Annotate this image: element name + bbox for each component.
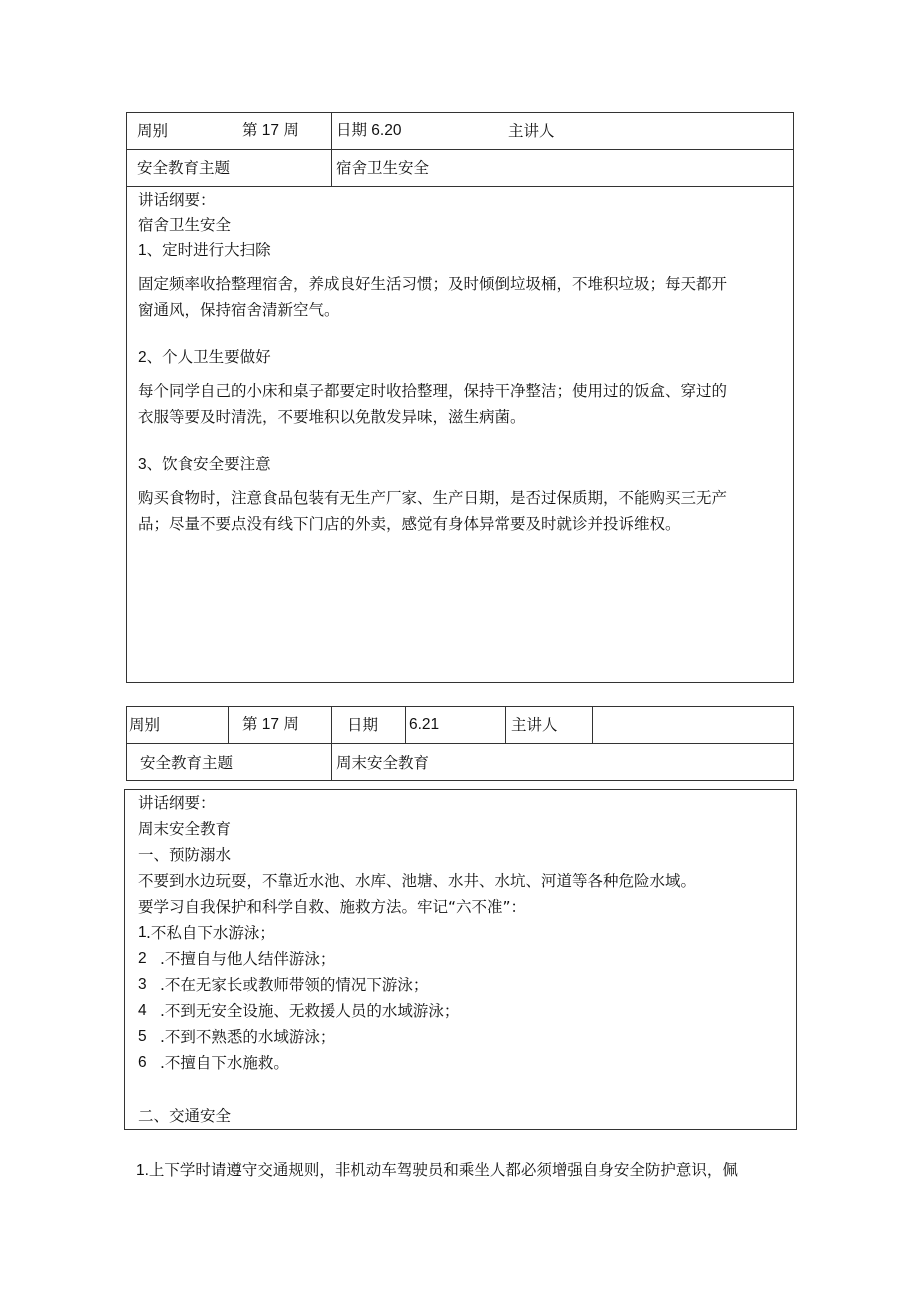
rule-text: .不在无家长或教师带领的情况下游泳； <box>160 976 429 994</box>
rule-number: 4 <box>138 1002 147 1019</box>
table2-col-divider-1 <box>228 706 229 743</box>
rule-number: 3 <box>138 976 147 993</box>
rule-text: .不到不熟悉的水域游泳； <box>160 1028 336 1046</box>
table2-part2-heading: 二、交通安全 <box>138 1107 232 1125</box>
table2-date-label: 日期 <box>347 716 379 734</box>
rule-text: .不私自下水游泳； <box>146 924 275 942</box>
table1-outline-title: 宿舍卫生安全 <box>138 216 232 234</box>
table1-outline-label: 讲话纲要： <box>138 191 216 209</box>
table2-col-divider-3 <box>405 706 406 743</box>
table2-speaker-label: 主讲人 <box>511 716 558 734</box>
table2-week-value: 第 17 周 <box>242 716 299 733</box>
table1-date-label: 日期 6.20 <box>336 122 402 139</box>
table1-row-divider-1 <box>126 149 794 150</box>
table1-section2-heading: 2、个人卫生要做好 <box>138 349 271 366</box>
table2-col-divider-4 <box>505 706 506 743</box>
table1-section1-heading: 1、定时进行大扫除 <box>138 242 271 259</box>
trailing-paragraph: 1.上下学时请遵守交通规则，非机动车驾驶员和乘坐人都必须增强自身安全防护意识，佩 <box>136 1162 738 1179</box>
table2-date-value: 6.21 <box>409 716 440 733</box>
table1-topic-label: 安全教育主题 <box>137 159 231 177</box>
table1-section3-heading: 3、饮食安全要注意 <box>138 456 271 473</box>
table2-week-label: 周别 <box>129 716 161 734</box>
table2-part1-heading: 一、预防溺水 <box>138 846 232 864</box>
table2-topic-label: 安全教育主题 <box>140 754 234 772</box>
table2-topic-value: 周末安全教育 <box>336 754 430 772</box>
table2-part1-line2: 要学习自我保护和科学自救、施救方法。牢记“六不准”： <box>138 898 527 916</box>
rule-text: .不到无安全设施、无救援人员的水域游泳； <box>160 1002 460 1020</box>
rule-number: 2 <box>138 950 147 967</box>
rule-number: 5 <box>138 1028 147 1045</box>
rule-text: .不擅自与他人结伴游泳； <box>160 950 336 968</box>
table1-section1-line2: 窗通风，保持宿舍清新空气。 <box>138 301 340 319</box>
table2-outline-title: 周末安全教育 <box>138 820 232 838</box>
table1-section2-line1: 每个同学自己的小床和桌子都要定时收拾整理，保持干净整洁；使用过的饭盒、穿过的 <box>138 382 728 400</box>
table1-col-divider <box>331 112 332 186</box>
table1-week-value: 第 17 周 <box>242 122 299 139</box>
table2-part1-line1: 不要到水边玩耍，不靠近水池、水库、池塘、水井、水坑、河道等各种危险水域。 <box>138 872 697 890</box>
table1-section3-line2: 品；尽量不要点没有线下门店的外卖，感觉有身体异常要及时就诊并投诉维权。 <box>138 515 681 533</box>
table1-section1-line1: 固定频率收拾整理宿舍，养成良好生活习惯；及时倾倒垃圾桶，不堆积垃圾；每天都开 <box>138 275 728 293</box>
table2-col-divider-5 <box>592 706 593 743</box>
table1-row-divider-2 <box>126 186 794 187</box>
table2-col-divider-2 <box>331 706 332 781</box>
table2-row-divider <box>126 743 794 744</box>
table1-speaker-label: 主讲人 <box>508 122 555 140</box>
table1-week-label: 周别 <box>137 122 169 140</box>
table2-outline-label: 讲话纲要： <box>138 794 216 812</box>
rule-number: 6 <box>138 1054 147 1071</box>
table1-section2-line2: 衣服等要及时清洗，不要堆积以免散发异味，滋生病菌。 <box>138 408 526 426</box>
rule-number: 1 <box>138 924 147 941</box>
rule-text: .不擅自下水施救。 <box>160 1054 289 1072</box>
table1-section3-line1: 购买食物时，注意食品包装有无生产厂家、生产日期，是否过保质期，不能购买三无产 <box>138 489 728 507</box>
table1-topic-value: 宿舍卫生安全 <box>336 159 430 177</box>
